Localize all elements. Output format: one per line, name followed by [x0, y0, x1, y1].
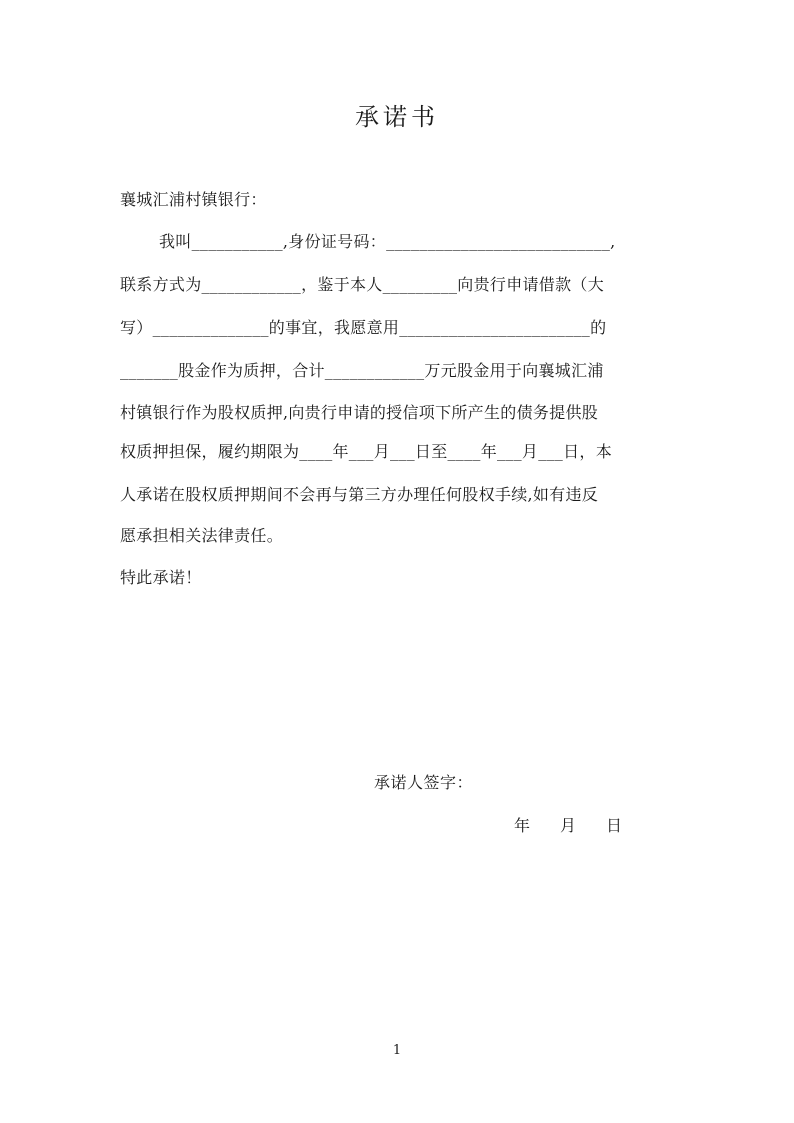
date-day-label: 日	[606, 816, 623, 835]
body-line-1: 我叫___________,身份证号码：___________________________,	[159, 232, 616, 251]
body-line-7: 人承诺在股权质押期间不会再与第三方办理任何股权手续,如有违反	[120, 485, 599, 504]
body-line-4: _______股金作为质押，合计____________万元股金用于向襄城汇浦	[120, 361, 604, 380]
closing-statement: 特此承诺！	[120, 568, 202, 587]
body-line-3: 写）______________的事宜，我愿意用_______________________的	[120, 318, 607, 337]
body-line-5: 村镇银行作为股权质押,向贵行申请的授信项下所产生的债务提供股	[120, 403, 599, 422]
signature-label: 承诺人签字：	[374, 773, 474, 792]
body-line-2: 联系方式为____________，鉴于本人_________向贵行申请借款（大	[120, 275, 605, 294]
addressee: 襄城汇浦村镇银行：	[120, 190, 267, 209]
body-line-8: 愿承担相关法律责任。	[120, 526, 284, 545]
page-number: 1	[392, 1043, 402, 1058]
document-title: 承诺书	[355, 103, 439, 131]
date-month-label: 月	[560, 816, 577, 835]
date-year-label: 年	[514, 816, 531, 835]
signature-date	[514, 814, 622, 838]
body-line-6: 权质押担保，履约期限为____年___月___日至____年___月___日，本	[120, 442, 613, 461]
